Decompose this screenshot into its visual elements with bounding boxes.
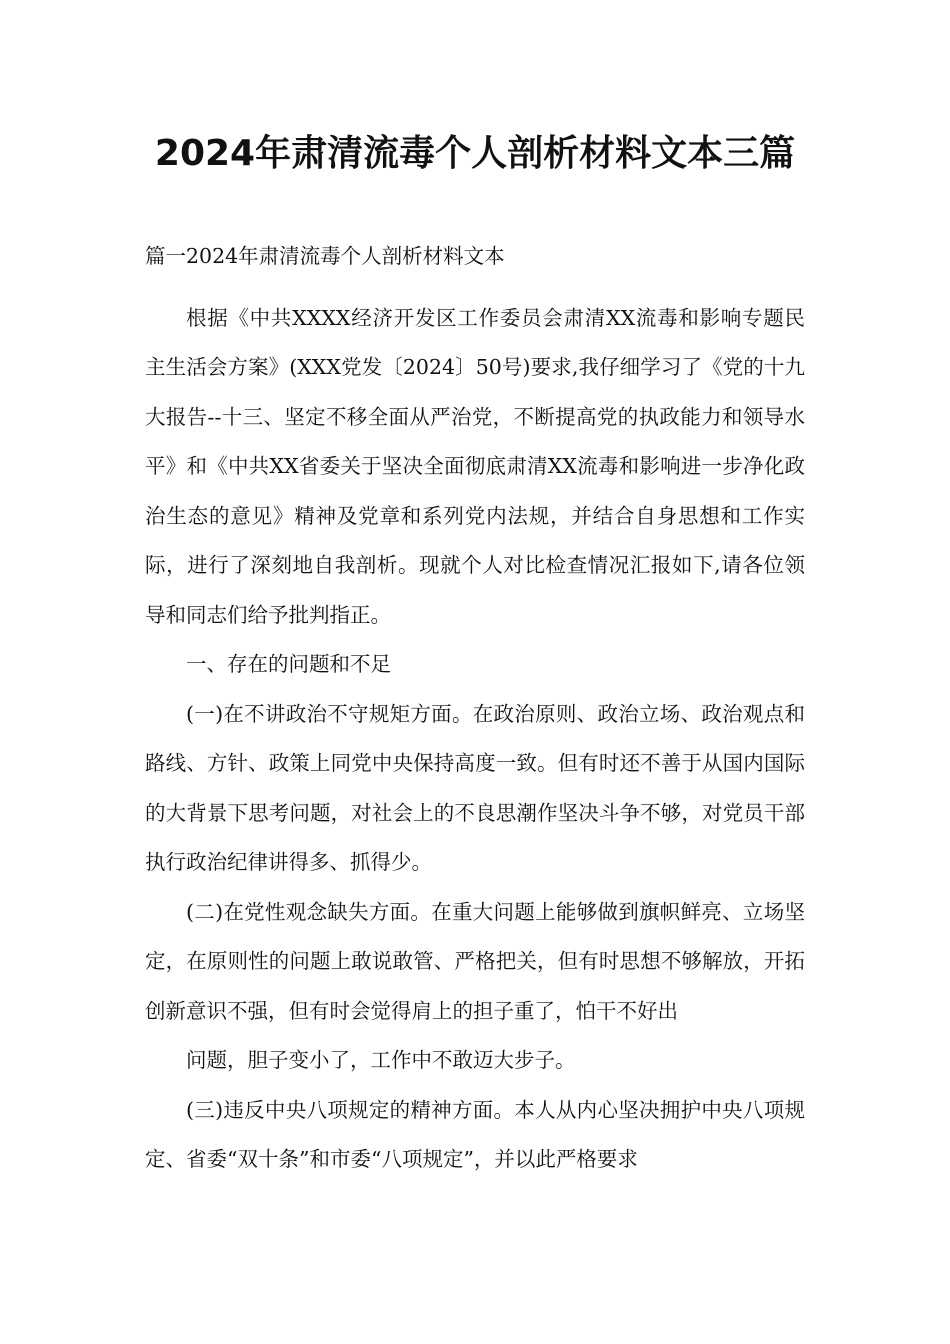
- paragraph-continuation: 问题，胆子变小了，工作中不敢迈大步子。: [186, 1048, 576, 1072]
- heading-problems: 一、存在的问题和不足: [186, 652, 391, 676]
- paragraph-item-2: (二)在党性观念缺失方面。在重大问题上能够做到旗帜鲜亮、立场坚定，在原则性的问题上敢说敢管、严格把关，但有时思想不够解放，开拓创新意识不强，但有时会觉得肩上的担子重了，怕干不好出: [145, 899, 805, 1023]
- paragraph-intro: 根据《中共XXXX经济开发区工作委员会肃清XX流毒和影响专题民主生活会方案》(XXX党发〔2024〕50号)要求,我仔细学习了《党的十九大报告--十三、坚定不移全面从严治党，不断提高党的执政能力和领导水平》和《中共XX省委关于坚决全面彻底肃清XX流毒和影响进一步净化政治生态的意见》精神及党章和系列党内法规，并结合自身思想和工作实际，进行了深刻地自我剖析。现就个人对比检查情况汇报如下,请各位领导和同志们给予批判指正。: [145, 305, 805, 627]
- document-body: [145, 232, 805, 1185]
- paragraph-item-1: (一)在不讲政治不守规矩方面。在政治原则、政治立场、政治观点和路线、方针、政策上同党中央保持高度一致。但有时还不善于从国内国际的大背景下思考问题，对社会上的不良思潮作坚决斗争不够，对党员干部执行政治纪律讲得多、抓得少。: [145, 701, 805, 874]
- section-heading: 篇一2024年肃清流毒个人剖析材料文本: [145, 244, 505, 268]
- document-title: 2024年肃清流毒个人剖析材料文本三篇: [154, 133, 796, 174]
- paragraph-item-3: (三)违反中央八项规定的精神方面。本人从内心坚决拥护中央八项规定、省委“双十条”和市委“八项规定”，并以此严格要求: [145, 1097, 805, 1171]
